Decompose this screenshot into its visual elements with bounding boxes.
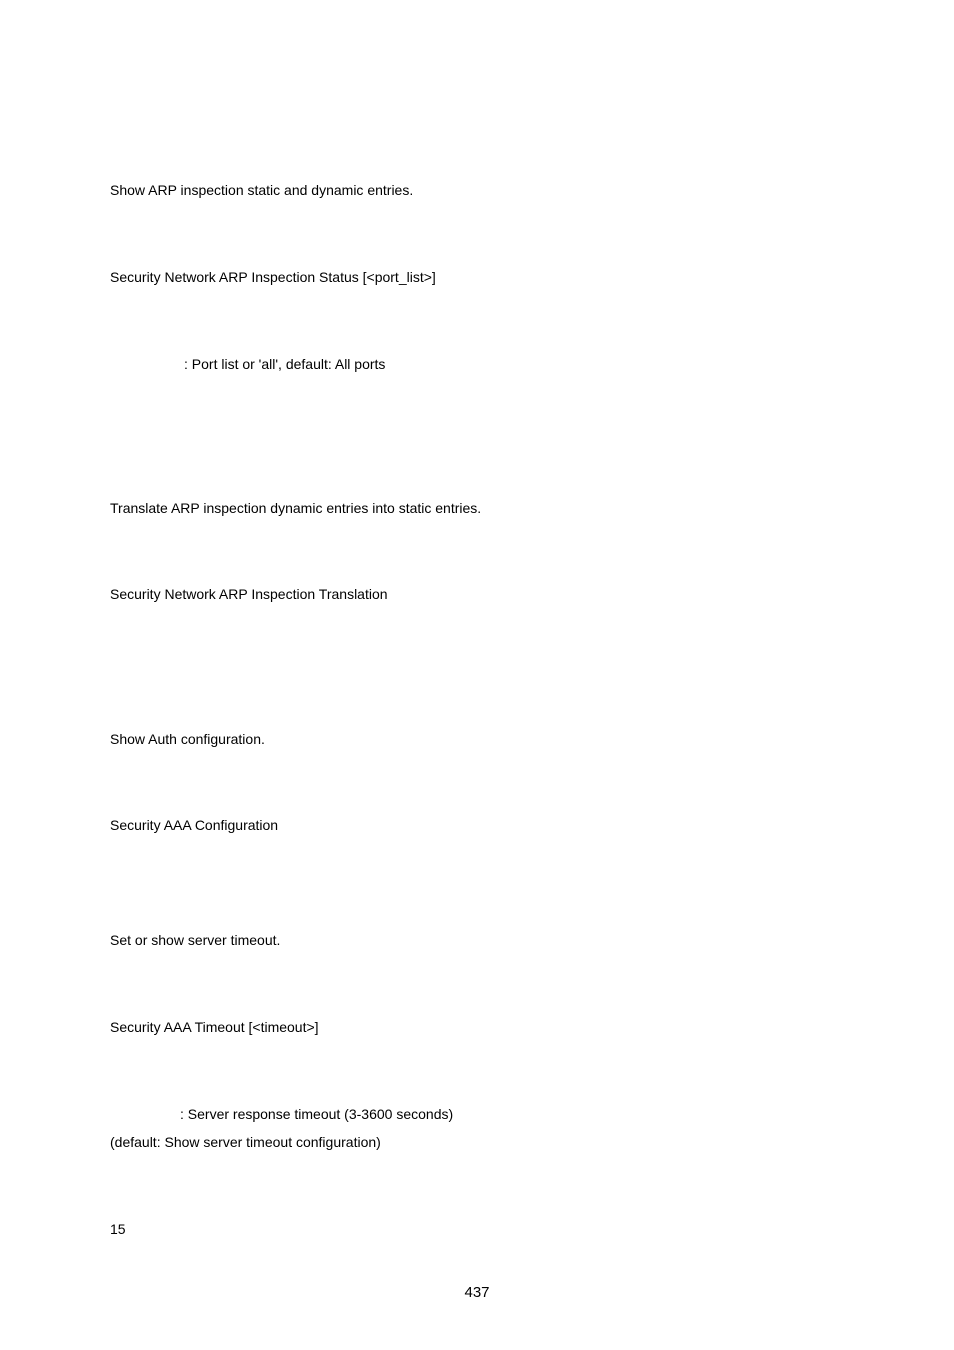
aaa-timeout-syntax: Security AAA Timeout [<timeout>]: [110, 1019, 319, 1035]
arp-status-parameter: : Port list or 'all', default: All ports: [184, 356, 386, 372]
aaa-config-syntax: Security AAA Configuration: [110, 817, 279, 833]
arp-status-description: Show ARP inspection static and dynamic entries.: [110, 182, 414, 198]
aaa-timeout-parameter-continued: (default: Show server timeout configuration): [110, 1134, 381, 1150]
arp-status-syntax: Security Network ARP Inspection Status [<port_list>]: [110, 269, 436, 285]
aaa-timeout-example: 15: [110, 1221, 126, 1237]
page-number: 437: [464, 1284, 490, 1301]
aaa-config-description: Show Auth configuration.: [110, 731, 265, 747]
aaa-timeout-description: Set or show server timeout.: [110, 932, 281, 948]
arp-translation-description: Translate ARP inspection dynamic entries into static entries.: [110, 500, 482, 516]
aaa-timeout-parameter: : Server response timeout (3-3600 seconds): [180, 1106, 454, 1122]
arp-translation-syntax: Security Network ARP Inspection Translation: [110, 586, 388, 602]
